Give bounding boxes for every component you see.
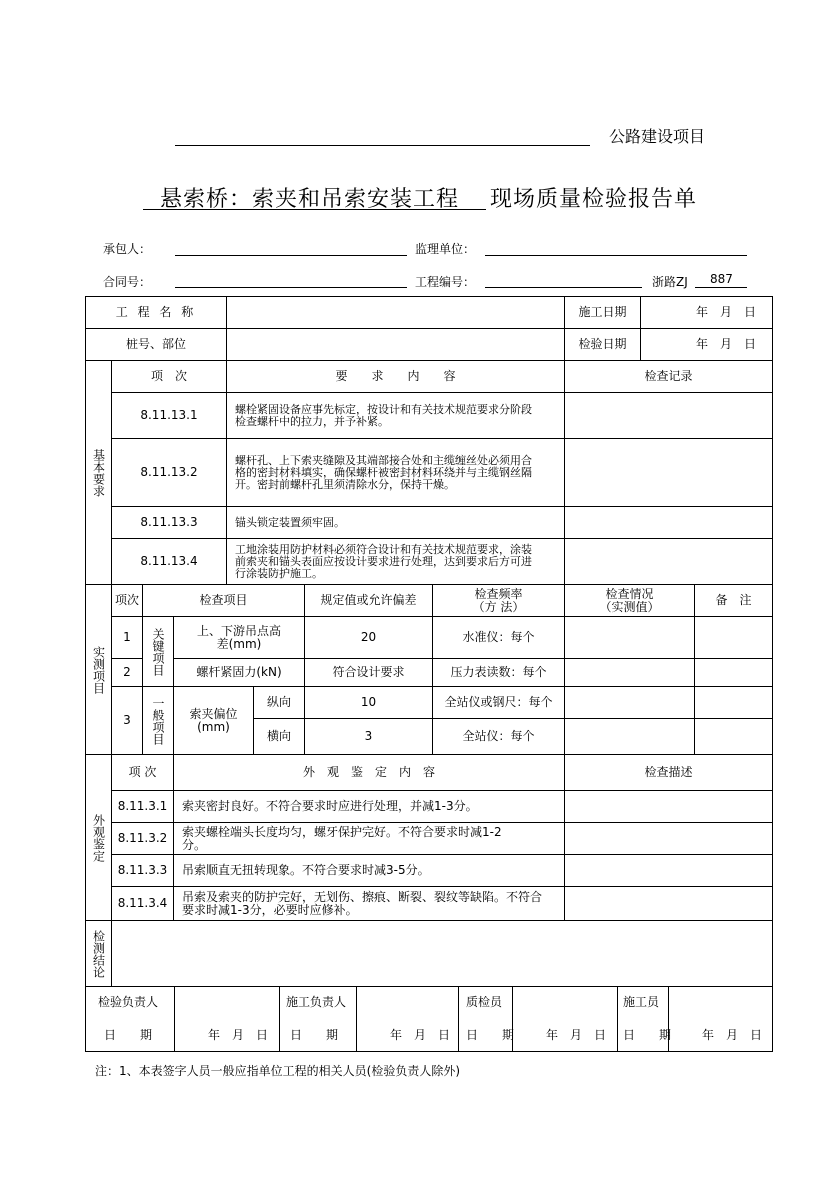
appearance-text: 吊索顺直无扭转现象。不符合要求时减3-5分。: [173, 854, 565, 887]
measured-result[interactable]: [564, 658, 695, 687]
quality-date-label: 日 期: [466, 1028, 515, 1042]
contractor-label: 承包人：: [103, 242, 152, 256]
basic-record[interactable]: [564, 392, 773, 439]
basic-code: 8.11.13.2: [111, 438, 227, 507]
inspection-table: [86, 297, 773, 1052]
appearance-code: 8.11.3.1: [111, 790, 174, 823]
appearance-code: 8.11.3.3: [111, 854, 174, 887]
project-name-label: 工 程 名 称: [85, 296, 227, 329]
appearance-text: 吊索及索夹的防护完好，无划伤、擦痕、断裂、裂纹等缺陷。不符合要求时减1-3分，必要时应修补。: [173, 886, 565, 921]
inspector-date[interactable]: 年 月 日: [208, 1028, 269, 1042]
measured-freq: 全站仪：每个: [432, 718, 565, 755]
basic-col-content: 要 求 内 容: [226, 360, 565, 393]
station-label: 桩号、部位: [85, 328, 227, 361]
conclusion-value[interactable]: [111, 920, 773, 987]
appearance-desc[interactable]: [564, 822, 773, 855]
measured-freq: 水准仪：每个: [432, 616, 565, 659]
worker-date-label: 日 期: [623, 1028, 672, 1042]
footnote: 注：1、本表签字人员一般应指单位工程的相关人员(检验负责人除外): [95, 1064, 461, 1078]
basic-text: 锚头锁定装置须牢固。: [226, 506, 565, 539]
basic-code: 8.11.13.1: [111, 392, 227, 439]
measured-col-result: [564, 584, 695, 617]
measured-section-label: 实测项目: [85, 584, 112, 755]
lead-date[interactable]: 年 月 日: [390, 1028, 451, 1042]
page-title: 现场质量检验报告单: [490, 187, 698, 212]
freq-header-line2: （方 法）: [472, 599, 525, 614]
quality-label: 质检员: [466, 995, 503, 1009]
key-items-label: 关键项目: [142, 616, 174, 687]
measured-remark[interactable]: [694, 658, 773, 687]
project-label: 公路建设项目: [609, 127, 706, 146]
appearance-text: 索夹密封良好。不符合要求时应进行处理，并减1-3分。: [173, 790, 565, 823]
measured-item: 螺杆紧固力(kN): [173, 658, 305, 687]
basic-section-label: 基本要求: [85, 360, 112, 585]
appearance-col-item: 项 次: [111, 754, 174, 791]
supervisor-line: [485, 255, 747, 256]
lead-date-label: 日 期: [290, 1028, 339, 1042]
appearance-desc[interactable]: [564, 790, 773, 823]
measured-spec: 20: [304, 616, 433, 659]
worker-label: 施工员: [623, 995, 660, 1009]
appearance-section-label: 外观鉴定: [85, 754, 112, 921]
project-name-line: [175, 145, 590, 146]
measured-result[interactable]: [564, 616, 695, 659]
form-code-prefix: 浙路ZJ: [652, 275, 688, 289]
inspection-date-label: 检验日期: [564, 328, 641, 361]
basic-record[interactable]: [564, 506, 773, 539]
basic-code: 8.11.13.4: [111, 538, 227, 585]
sig-divider: [356, 987, 358, 1052]
basic-record[interactable]: [564, 438, 773, 507]
measured-no: 1: [111, 616, 143, 659]
measured-freq: 压力表读数：每个: [432, 658, 565, 687]
result-header-line1: 检查情况: [605, 586, 654, 601]
measured-spec: 3: [304, 718, 433, 755]
basic-text: 螺栓紧固设备应事先标定，按设计和有关技术规范要求分阶段检查螺杆中的拉力，并予补紧。: [226, 392, 565, 439]
supervisor-label: 监理单位：: [415, 242, 476, 256]
sig-divider: [174, 987, 176, 1052]
measured-col-no: 项次: [111, 584, 143, 617]
contractor-line: [175, 255, 407, 256]
appearance-col-content: 外 观 鉴 定 内 容: [173, 754, 565, 791]
form-code-value: 887: [710, 272, 733, 286]
measured-no: 3: [111, 686, 143, 755]
appearance-code: 8.11.3.2: [111, 822, 174, 855]
measured-spec: 10: [304, 686, 433, 719]
measured-remark[interactable]: [694, 616, 773, 659]
general-items-label: 一般项目: [142, 686, 174, 755]
measured-result[interactable]: [564, 718, 695, 755]
basic-text: 螺杆孔、上下索夹缝隙及其端部接合处和主缆缠丝处必须用合格的密封材料填实，确保螺杆被密封材料环绕并与主缆钢丝隔开。密封前螺杆孔里须清除水分，保持干燥。: [226, 438, 565, 507]
freq-header-line1: 检查频率: [474, 586, 523, 601]
form-code-line: [695, 287, 747, 288]
measured-direction: 纵向: [253, 686, 305, 719]
measured-col-spec: 规定值或允许偏差: [304, 584, 433, 617]
construction-date-value[interactable]: 年 月 日: [640, 296, 773, 329]
title-underline: [143, 209, 486, 210]
measured-col-item: 检查项目: [142, 584, 305, 617]
title-fill: 悬索桥：索夹和吊索安装工程: [160, 187, 460, 212]
measured-col-freq: [432, 584, 565, 617]
project-no-label: 工程编号：: [415, 275, 476, 289]
basic-record[interactable]: [564, 538, 773, 585]
construction-date-label: 施工日期: [564, 296, 641, 329]
measured-item: 上、下游吊点高差(mm): [173, 616, 305, 659]
appearance-col-desc: 检查描述: [564, 754, 773, 791]
basic-col-item: 项 次: [111, 360, 227, 393]
station-value[interactable]: [226, 328, 565, 361]
sig-divider: [458, 987, 460, 1052]
appearance-text: 索夹螺栓端头长度均匀，螺牙保护完好。不符合要求时减1-2分。: [173, 822, 565, 855]
basic-text: 工地涂装用防护材料必须符合设计和有关技术规范要求，涂装前索夹和锚头表面应按设计要求进行处理，达到要求后方可进行涂装防护施工。: [226, 538, 565, 585]
project-name-value[interactable]: [226, 296, 565, 329]
contract-line: [175, 287, 407, 288]
measured-col-remark: 备 注: [694, 584, 773, 617]
sig-divider: [617, 987, 619, 1052]
measured-direction: 横向: [253, 718, 305, 755]
measured-remark[interactable]: [694, 686, 773, 719]
basic-col-record: 检查记录: [564, 360, 773, 393]
inspector-date-label: 日 期: [104, 1028, 153, 1042]
measured-item: 索夹偏位(mm): [173, 686, 254, 755]
measured-result[interactable]: [564, 686, 695, 719]
appearance-desc[interactable]: [564, 854, 773, 887]
basic-code: 8.11.13.3: [111, 506, 227, 539]
inspector-label: 检验负责人: [98, 995, 159, 1009]
construction-lead-label: 施工负责人: [286, 995, 347, 1009]
appearance-desc[interactable]: [564, 886, 773, 921]
measured-freq: 全站仪或钢尺：每个: [432, 686, 565, 719]
measured-no: 2: [111, 658, 143, 687]
inspection-date-value[interactable]: 年 月 日: [640, 328, 773, 361]
contract-label: 合同号：: [103, 275, 152, 289]
result-header-line2: （实测值）: [599, 599, 660, 614]
conclusion-label: 检测结论: [85, 920, 112, 987]
measured-spec: 符合设计要求: [304, 658, 433, 687]
measured-remark[interactable]: [694, 718, 773, 755]
quality-date[interactable]: 年 月 日: [546, 1028, 607, 1042]
worker-date[interactable]: 年 月 日: [702, 1028, 763, 1042]
project-no-line: [485, 287, 642, 288]
sig-divider: [279, 987, 281, 1052]
appearance-code: 8.11.3.4: [111, 886, 174, 921]
